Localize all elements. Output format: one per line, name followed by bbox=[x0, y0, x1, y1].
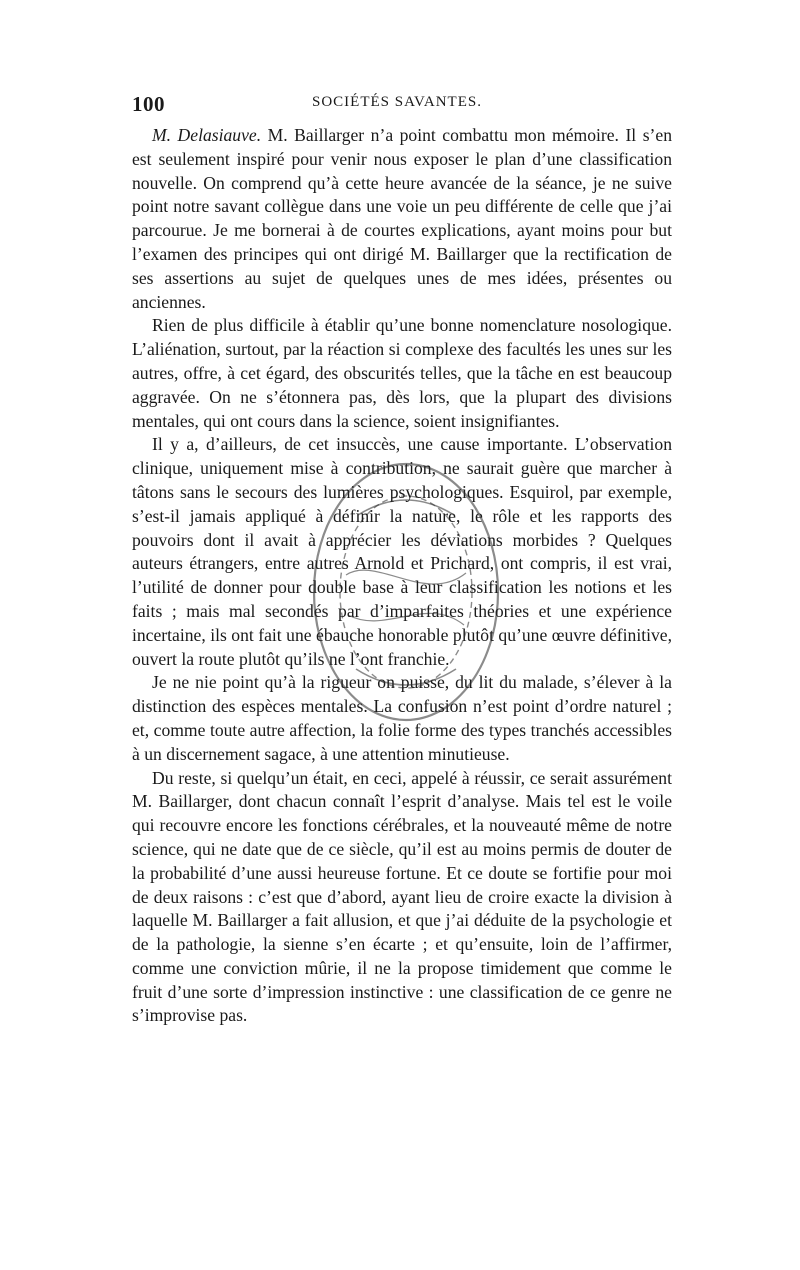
page bbox=[132, 92, 672, 1028]
body-text bbox=[132, 124, 672, 1028]
paragraph-text: M. Baillarger n’a point combattu mon mémoire. Il s’en est seulement inspiré pour venir nous exposer le plan d’une classification nouvelle. On comprend qu’à cette heure avancée de la séance, je ne suive point notre savant collègue dans une voie un peu différente de celle que j’ai parcourue. Je me bornerai à de courtes explications, ayant moins pour but l’examen des principes qui ont dirigé M. Baillarger que la rectification de ses assertions au sujet de quelques unes de mes idées, présentes ou anciennes. bbox=[132, 125, 673, 312]
paragraph-nomenclature: Rien de plus difficile à établir qu’une bonne nomenclature nosologique. L’aliénation, surtout, par la réaction si complexe des facultés les unes sur les autres, offre, à cet égard, des obscurités telles, que la tâche en est beaucoup aggravée. On ne s’étonnera pas, dès lors, que la plupart des divisions mentales, qui ont cours dans la science, soient insignifiantes. bbox=[132, 315, 672, 431]
paragraph-clinical-observation: Il y a, d’ailleurs, de cet insuccès, une cause importante. L’observation clinique, uniquement mise à contribution, ne saurait guère que marcher à tâtons sans le secours des lumières psychologiques. Esquirol, par exemple, s’est-il jamais appliqué à définir la nature, le rôle et les rapports des pouvoirs dont il avait à apprécier les déviations morbides ? Quelques auteurs étrangers, entre autres Arnold et Prichard, ont compris, il est vrai, l’utilité de donner pour double base à leur classification les notions et les faits ; mais mal secondés par d’imparfaites théories et une expérience incertaine, ils ont fait une ébauche honorable plutôt qu’une œuvre définitive, ouvert la route plutôt qu’ils ne l’ont franchie. bbox=[132, 434, 672, 669]
paragraph-doubt: Du reste, si quelqu’un était, en ceci, appelé à réussir, ce serait assurément M. Baillarger, dont chacun connaît l’esprit d’analyse. Mais tel est le voile qui recouvre encore les fonctions cérébrales, et la nouveauté même de notre science, qui ne date que de ce siècle, qu’il est au moins permis de douter de la probabilité d’une aussi heureuse fortune. Et ce doute se fortifie pour moi de deux raisons : c’est que d’abord, ayant lieu de croire exacte la division à laquelle M. Baillarger a fait allusion, et que j’ai déduite de la psychologie et de la pathologie, la sienne s’en écarte ; et qu’ensuite, loin de l’affirmer, comme une conviction mûrie, il ne la propose timidement que comme le fruit d’une sorte d’impression instinctive : une classification de ce genre ne s’improvise pas. bbox=[132, 767, 672, 1026]
running-head bbox=[132, 92, 672, 122]
section-title: SOCIÉTÉS SAVANTES. bbox=[312, 94, 482, 110]
page-number: 100 bbox=[132, 92, 165, 116]
paragraph-mental-species: Je ne nie point qu’à la rigueur on puisse, du lit du malade, s’élever à la distinction des espèces mentales. La confusion n’est point d’ordre naturel ; et, comme toute autre affection, la folie forme des types tranchés accessibles à un discernement sagace, à une attention minutieuse. bbox=[132, 672, 672, 764]
paragraph-delasiauve-reply bbox=[132, 124, 672, 314]
speaker-name: M. Delasiauve. bbox=[152, 125, 262, 145]
